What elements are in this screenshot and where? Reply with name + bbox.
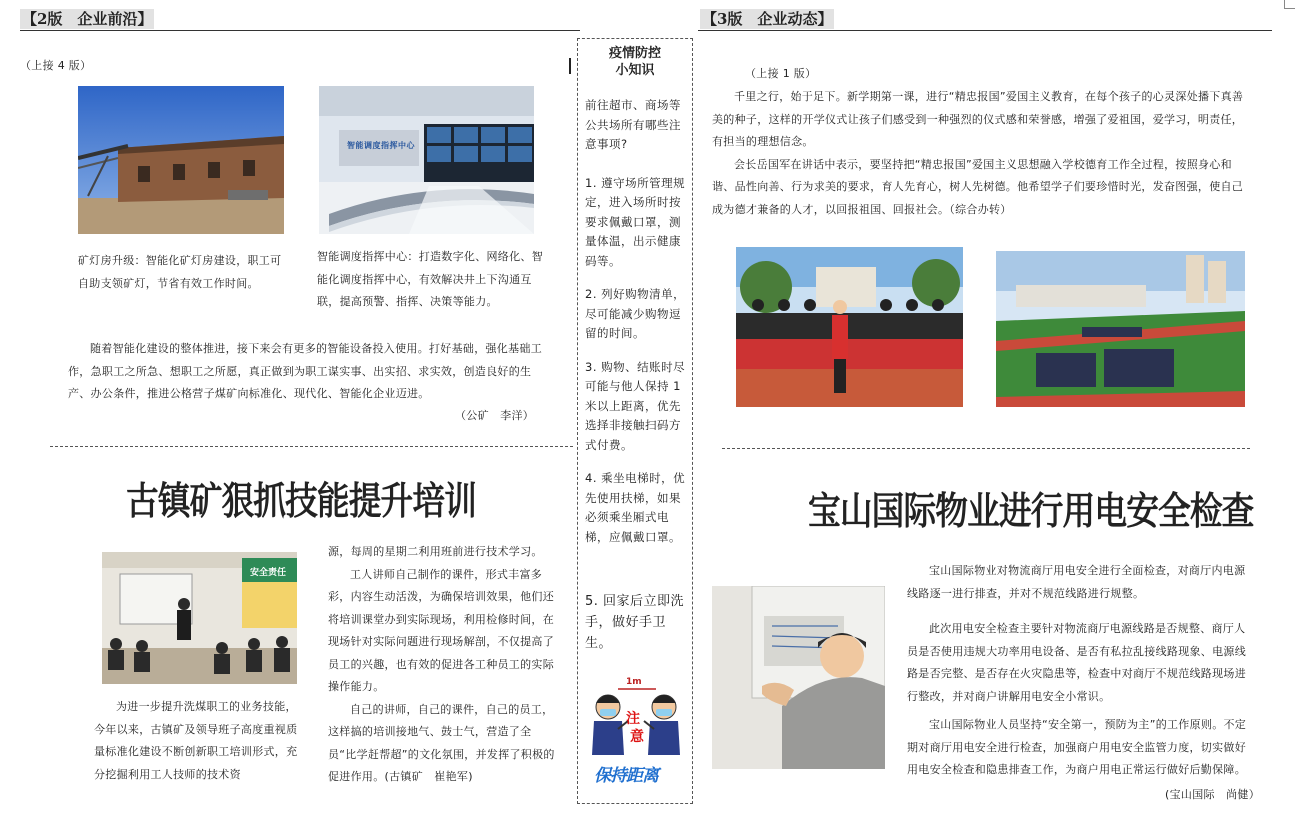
training-col2-p2: 工人讲师自己制作的课件，形式丰富多彩，内容生动活泼，为确保培训效果，他们还将培训课堂办到实际现场，利用检修时间，在现场针对实际问题进行现场解剖，不仅提高了员工的兴趣，也有效的促进各工种员工的实际操作能力。 [328,567,554,693]
continued-note-left: （上接 4 版） [20,59,92,72]
sidebar-title-line2: 小知识 [615,63,655,78]
sidebar-tip-2: 2. 列好购物清单，尽可能减少购物逗留的时间。 [585,287,686,340]
dispatch-center-photo [319,86,534,234]
schoolyard-assembly-photo [996,251,1245,407]
page-corner-mark [1284,0,1295,9]
electrical-inspection-photo [712,586,885,769]
training-room-banner-text: 安全责任 [250,568,287,578]
dispatch-center-caption: 智能调度指挥中心：打造数字化、网络化、智能化调度指挥中心，有效解决井上下沟通互联，提高预警、指挥、决策等能力。 [317,250,543,308]
header-rule-left [20,30,580,31]
school-article-p1: 千里之行，始于足下。新学期第一课，进行“精忠报国”爱国主义教育，在每个孩子的心灵深处播下真善美的种子，这样的开学仪式让孩子们感受到一种强烈的仪式感和荣誉感，增强了爱祖国，爱学习，明责任，有担当的理想信念。 [712,90,1244,148]
intelligent-construction-text: 随着智能化建设的整体推进，接下来会有更多的智能设备投入使用。打好基础，强化基础工作，急职工之所急、想职工之所愿，真正做到为职工谋实事、出实招、求实效，创造良好的生产、办公条件，推进公格营子煤矿向标准化、现代化、智能化企业迈进。 [68,342,542,400]
text-cursor [569,58,571,74]
electricity-article-p1: 宝山国际物业对物流商厅用电安全进行全面检查，对商厅内电源线路逐一进行排查，并对不规范线路进行规整。 [907,564,1246,600]
dispatch-center-sign: 智能调度指挥中心 [347,141,415,150]
page-3-section-header: 【3版 企业动态】 [702,10,833,28]
page-2-section-header: 【2版 企业前沿】 [22,10,153,28]
sidebar-tip-1: 1. 遵守场所管理规定，进入场所时按要求佩戴口罩，测量体温，出示健康码等。 [585,175,686,268]
article-title-skill-training: 古镇矿狠抓技能提升培训 [126,478,477,523]
training-classroom-photo [102,552,297,684]
training-article-col2 [328,541,558,789]
byline-li-yang: （公矿 李洋） [455,409,535,422]
electricity-article-p3: 宝山国际物业人员坚持“安全第一，预防为主”的工作原则。不定期对商厅用电安全进行检查，加强商户用电安全监管力度，切实做好用电安全检查和隐患排查工作，为商户用电正常运行做好后勤保障。 [907,718,1247,776]
school-article-p2: 会长岳国军在讲话中表示，要坚持把“精忠报国”爱国主义思想融入学校德育工作全过程，按照身心和谐、品性向善、行为求美的要求，育人先育心，树人先树德。他希望学子们要珍惜时光，发奋图强，使自己成为德才兼备的人才，以回报祖国、回报社会。（综合办转） [712,157,1244,216]
intelligent-construction-paragraph [68,338,543,406]
training-col1-text: 为进一步提升洗煤职工的业务技能，今年以来，古镇矿及领导班子高度重视质量标准化建设不断创新职工培训形式，充分挖掘利用工人技师的技术资 [94,700,298,781]
sidebar-tip-4: 4. 乘坐电梯时，优先使用扶梯，如果必须乘坐厢式电梯，应佩戴口罩。 [585,471,686,544]
epidemic-tips-sidebar [577,38,693,804]
sidebar-title-line1: 疫情防控 [608,46,661,61]
training-article-col1 [94,696,304,786]
sidebar-tip-5: 5. 回家后立即洗手，做好手卫生。 [585,594,685,651]
school-article-body [712,86,1247,221]
keep-distance-caption: 保持距离 [594,766,658,786]
divider-right [722,448,1250,449]
continued-note-right: （上接 1 版） [745,67,817,80]
divider-left [50,446,573,447]
training-col2-p3: 自己的讲师，自己的课件，自己的员工，这样搞的培训接地气、鼓士气，营造了全员“比学赶帮超”的文化氛围，并发挥了积极的促进作用。(古镇矿 崔艳军) [328,702,555,783]
distance-label: 1m [626,677,642,687]
sidebar-question: 前往超市、商场等公共场所有哪些注意事项? [585,98,681,151]
lamp-room-caption: 矿灯房升级：智能化矿灯房建设，职工可自助支领矿灯，节省有效工作时间。 [78,254,282,290]
notice-word-2: 意 [630,729,644,745]
electricity-article-p2: 此次用电安全检查主要针对物流商厅电源线路是否规整、商厅人员是否使用违规大功率用电设备、是否有私拉乱接线路现象、电源线路是否完整、是否存在火灾隐患等，检查中对商厅不规范线路现场进行整改，并对商户讲解用电安全小常识。 [907,622,1246,703]
opening-ceremony-stage-photo [736,247,963,407]
lamp-room-photo [78,86,284,234]
sidebar-tip-3: 3. 购物、结账时尽可能与他人保持 1 米以上距离，优先选择非接触扫码方式付费。 [585,359,686,452]
byline-shang-jian: (宝山国际 尚健） [1165,788,1260,801]
training-col2-p1: 源，每周的星期二利用班前进行技术学习。 [328,545,543,558]
article-title-electricity-check: 宝山国际物业进行用电安全检查 [808,488,1254,533]
header-rule-right [698,30,1272,31]
keep-distance-graphic [588,677,684,793]
notice-word-1: 注 [626,711,640,727]
electricity-article-body-a [907,560,1255,782]
